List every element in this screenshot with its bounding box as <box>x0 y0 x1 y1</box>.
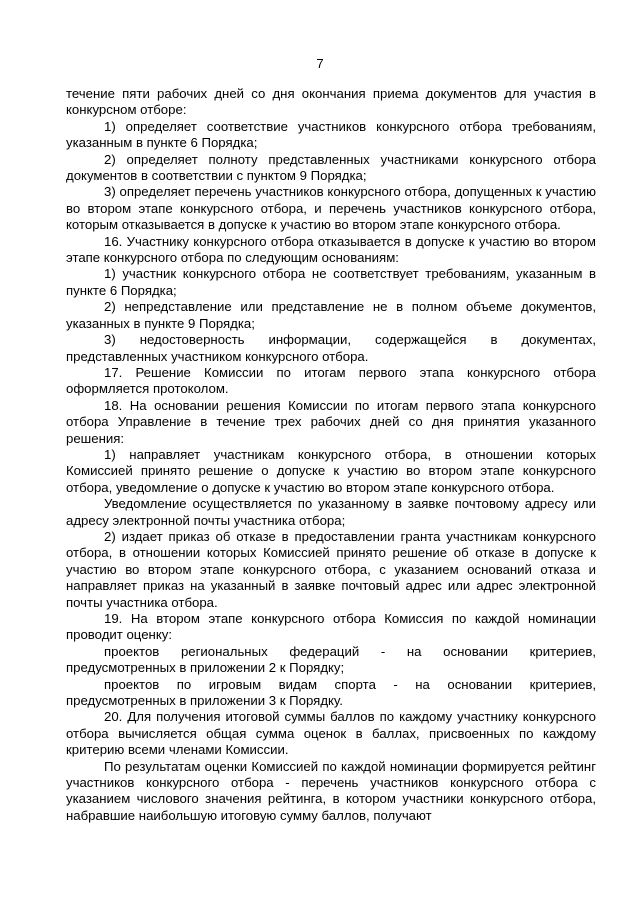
paragraph-continuation: течение пяти рабочих дней со дня окончания приема документов для участия в конкурсном отборе: <box>66 86 596 118</box>
document-body <box>66 86 596 824</box>
paragraph-15-1: 1) определяет соответствие участников конкурсного отбора требованиям, указанным в пункте 6 Порядка; <box>66 118 596 151</box>
paragraph-16: 16. Участнику конкурсного отбора отказывается в допуске к участию во втором этапе конкурсного отбора по следующим основаниям: <box>66 233 596 266</box>
paragraph-19-regional: проектов региональных федераций - на основании критериев, предусмотренных в приложении 2 к Порядку; <box>66 643 596 676</box>
paragraph-18-1: 1) направляет участникам конкурсного отбора, в отношении которых Комиссией принято решение о допуске к участию во втором этапе конкурсного отбора, уведомление о допуске к участию во втором этапе конкурсного отбора. <box>66 446 596 495</box>
paragraph-18: 18. На основании решения Комиссии по итогам первого этапа конкурсного отбора Управление в течение трех рабочих дней со дня принятия указанного решения: <box>66 397 596 446</box>
paragraph-20: 20. Для получения итоговой суммы баллов по каждому участнику конкурсного отбора вычисляется общая сумма оценок в баллах, присвоенных по каждому критерию всеми членами Комиссии. <box>66 709 596 758</box>
paragraph-rating: По результатам оценки Комиссией по каждой номинации формируется рейтинг участников конкурсного отбора - перечень участников конкурсного отбора с указанием числового значения рейтинга, в котором участники конкурсного отбора, набравшие наибольшую итоговую сумму баллов, получают <box>66 758 596 823</box>
paragraph-16-3: 3) недостоверность информации, содержащейся в документах, представленных участником конкурсного отбора. <box>66 332 596 364</box>
paragraph-15-2: 2) определяет полноту представленных участниками конкурсного отбора документов в соответствии с пунктом 9 Порядка; <box>66 151 596 184</box>
paragraph-16-1: 1) участник конкурсного отбора не соответствует требованиям, указанным в пункте 6 Порядка; <box>66 266 596 298</box>
paragraph-15-3: 3) определяет перечень участников конкурсного отбора, допущенных к участию во втором этапе конкурсного отбора, и перечень участников конкурсного отбора, которым отказывается в допуске к участию во втором этапе конкурсного отбора. <box>66 184 596 233</box>
paragraph-16-2: 2) непредставление или представление не в полном объеме документов, указанных в пункте 9 Порядка; <box>66 299 596 331</box>
paragraph-notification: Уведомление осуществляется по указанному в заявке почтовому адресу или адресу электронной почты участника отбора; <box>66 496 596 528</box>
paragraph-18-2: 2) издает приказ об отказе в предоставлении гранта участникам конкурсного отбора, в отношении которых Комиссией принято решение об отказе в допуске к участию во втором этапе конкурсного отбора, с указанием оснований отказа и направляет приказ на указанный в заявке почтовый адрес или адрес электронной почты участника отбора. <box>66 528 596 610</box>
paragraph-17: 17. Решение Комиссии по итогам первого этапа конкурсного отбора оформляется протоколом. <box>66 364 596 397</box>
paragraph-19: 19. На втором этапе конкурсного отбора Комиссия по каждой номинации проводит оценку: <box>66 611 596 643</box>
page-number: 7 <box>316 56 324 71</box>
paragraph-19-games: проектов по игровым видам спорта - на основании критериев, предусмотренных в приложении 3 к Порядку. <box>66 676 596 709</box>
